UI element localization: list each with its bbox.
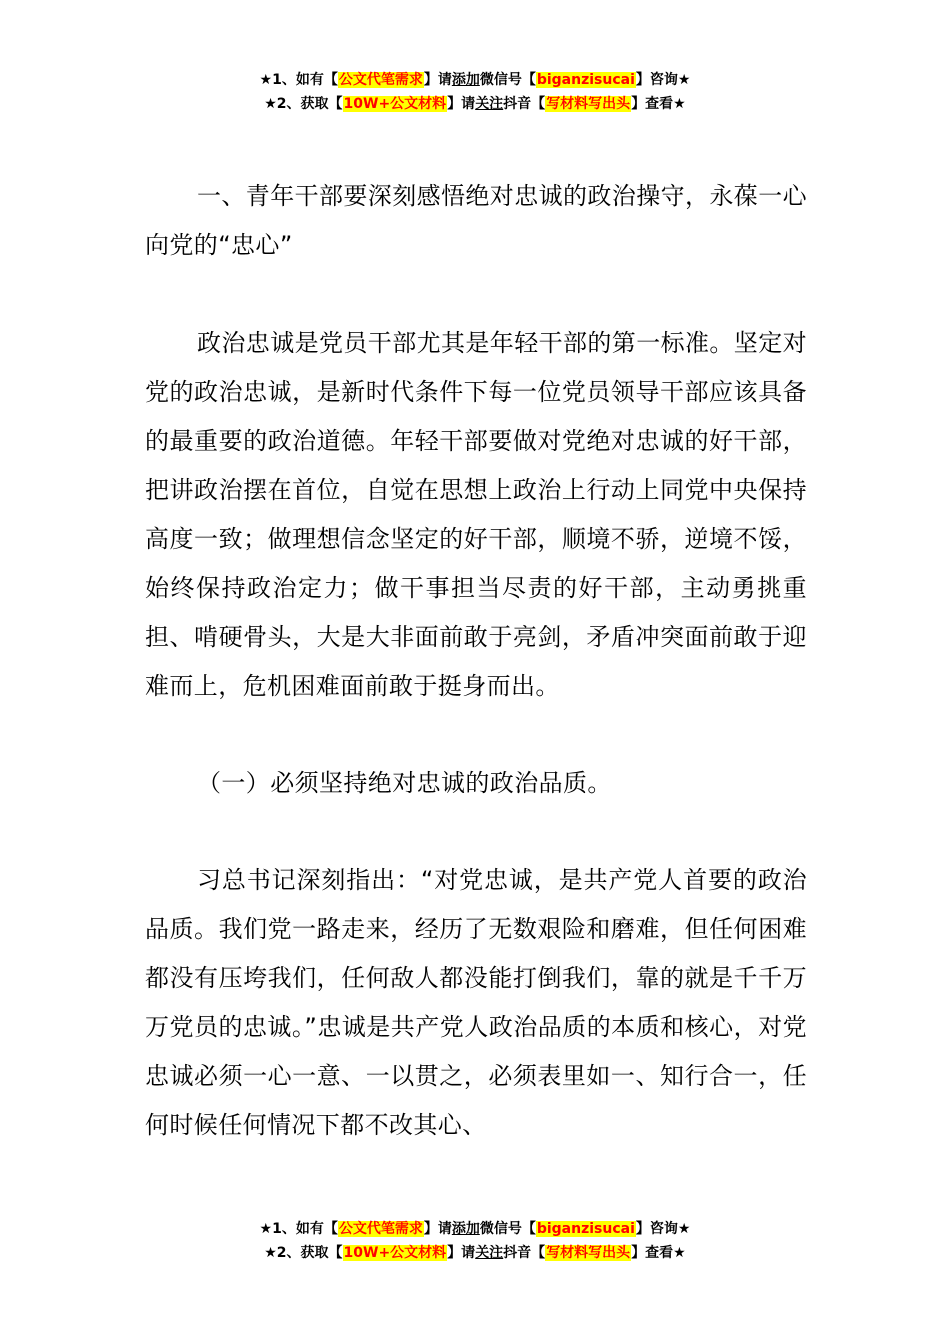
- banner-emphasis: 添加: [451, 1221, 480, 1237]
- header-banner: [0, 68, 950, 116]
- banner-text: 】请: [447, 96, 476, 112]
- banner-text: 】咨询★: [635, 1221, 691, 1237]
- banner-text: ★1、如有【: [259, 72, 338, 88]
- banner-text: 抖音【: [503, 1245, 546, 1261]
- banner-highlight: 公文代笔需求: [338, 1221, 423, 1237]
- banner-emphasis: 关注: [475, 1245, 504, 1261]
- body-paragraph: 政治忠诚是党员干部尤其是年轻干部的第一标准。坚定对党的政治忠诚，是新时代条件下每一位党员领导干部应该具备的最重要的政治道德。年轻干部要做对党绝对忠诚的好干部，把讲政治摆在首位，自觉在思想上政治上行动上同党中央保持高度一致；做理想信念坚定的好干部，顺境不骄，逆境不馁，始终保持政治定力；做干事担当尽责的好干部，主动勇挑重担、啃硬骨头，大是大非面前敢于亮剑，矛盾冲突面前敢于迎难而上，危机困难面前敢于挺身而出。: [145, 329, 807, 700]
- section-heading: 一、青年干部要深刻感悟绝对忠诚的政治操守，永葆一心向党的“忠心”: [145, 182, 807, 259]
- document-body: [145, 172, 807, 1198]
- banner-highlight: 10W+公文材料: [343, 1245, 447, 1261]
- banner-highlight: biganzisucai: [536, 1221, 635, 1237]
- banner-emphasis: 关注: [475, 96, 504, 112]
- banner-text: 微信号【: [479, 1221, 536, 1237]
- banner-emphasis: 添加: [451, 72, 480, 88]
- body-paragraph: 习总书记深刻指出：“对党忠诚，是共产党人首要的政治品质。我们党一路走来，经历了无数艰险和磨难，但任何困难都没有压垮我们，任何敌人都没能打倒我们，靠的就是千千万万党员的忠诚。”忠诚是共产党人政治品质的本质和核心，对党忠诚必须一心一意、一以贯之，必须表里如一、知行合一，任何时候任何情况下都不改其心、: [145, 866, 807, 1139]
- banner-highlight: 写材料写出头: [546, 1245, 631, 1261]
- banner-text: 】请: [423, 1221, 452, 1237]
- banner-text: 】咨询★: [635, 72, 691, 88]
- banner-text: ★1、如有【: [259, 1221, 338, 1237]
- banner-line-2: [0, 1241, 950, 1265]
- banner-text: ★2、获取【: [264, 1245, 343, 1261]
- banner-text: 】请: [447, 1245, 476, 1261]
- banner-text: 】请: [423, 72, 452, 88]
- banner-text: 】查看★: [631, 96, 686, 112]
- banner-highlight: biganzisucai: [536, 72, 635, 88]
- banner-highlight: 10W+公文材料: [343, 96, 447, 112]
- sub-heading: （一）必须坚持绝对忠诚的政治品质。: [197, 769, 612, 797]
- banner-text: 微信号【: [479, 72, 536, 88]
- banner-line-1: [0, 68, 950, 92]
- banner-highlight: 公文代笔需求: [338, 72, 423, 88]
- footer-banner: [0, 1217, 950, 1265]
- banner-text: 抖音【: [503, 96, 546, 112]
- banner-text: 】查看★: [631, 1245, 686, 1261]
- banner-line-1: [0, 1217, 950, 1241]
- banner-highlight: 写材料写出头: [546, 96, 631, 112]
- banner-line-2: [0, 92, 950, 116]
- banner-text: ★2、获取【: [264, 96, 343, 112]
